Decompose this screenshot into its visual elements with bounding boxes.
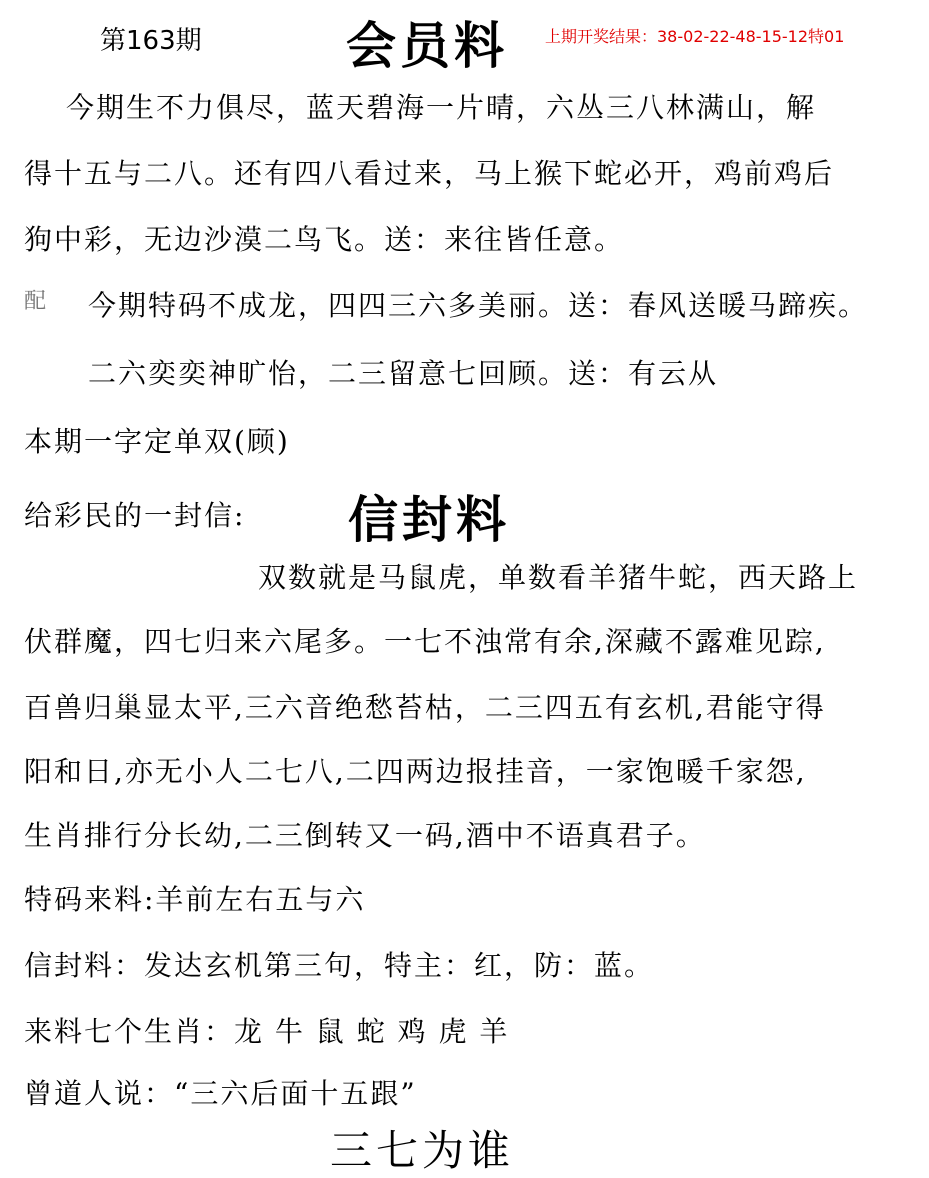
seven-zodiac-line: 来料七个生肖：龙 牛 鼠 蛇 鸡 虎 羊 bbox=[24, 1015, 510, 1048]
poem-line-1: 今期生不力俱尽，蓝天碧海一片晴，六丛三八林满山，解 bbox=[66, 91, 817, 124]
poem-line-5: 二六奕奕神旷怡，二三留意七回顾。送：有云从 bbox=[88, 357, 719, 390]
poem-line-4-prefix: 配 bbox=[24, 289, 49, 314]
poem-line-2: 得十五与二八。还有四八看过来，马上猴下蛇必开，鸡前鸡后 bbox=[24, 157, 835, 190]
poem-line-4: 今期特码不成龙，四四三六多美丽。送：春风送暖马蹄疾。 bbox=[88, 289, 869, 322]
taoist-saying-line: 曾道人说：“三六后面十五跟” bbox=[24, 1077, 417, 1110]
issue-number: 第163期 bbox=[100, 26, 202, 56]
poem-line-3: 狗中彩，无边沙漠二鸟飞。送：来往皆任意。 bbox=[24, 223, 625, 256]
letter-line-2: 伏群魔，四七归来六尾多。一七不浊常有余,深藏不露难见踪, bbox=[24, 625, 826, 658]
letter-line-4: 阳和日,亦无小人二七八,二四两边报挂音，一家饱暖千家怨, bbox=[24, 755, 807, 788]
letter-line-1: 双数就是马鼠虎，单数看羊猪牛蛇，西天路上 bbox=[258, 561, 859, 594]
envelope-title: 信封料 bbox=[348, 490, 510, 549]
letter-line-3: 百兽归巢显太平,三六音绝愁苔枯，二三四五有玄机,君能守得 bbox=[24, 691, 826, 724]
page-title: 会员料 bbox=[346, 16, 508, 75]
bottom-riddle: 三七为谁 bbox=[330, 1126, 515, 1175]
letter-line-5: 生肖排行分长幼,二三倒转又一码,酒中不语真君子。 bbox=[24, 819, 706, 852]
special-code-line: 特码来料:羊前左右五与六 bbox=[24, 883, 366, 916]
single-double-line: 本期一字定单双(顾) bbox=[24, 425, 290, 458]
letter-label: 给彩民的一封信: bbox=[24, 499, 246, 532]
envelope-hint-line: 信封料：发达玄机第三句，特主：红，防：蓝。 bbox=[24, 949, 655, 982]
last-draw-result: 上期开奖结果：38-02-22-48-15-12特01 bbox=[545, 27, 845, 46]
